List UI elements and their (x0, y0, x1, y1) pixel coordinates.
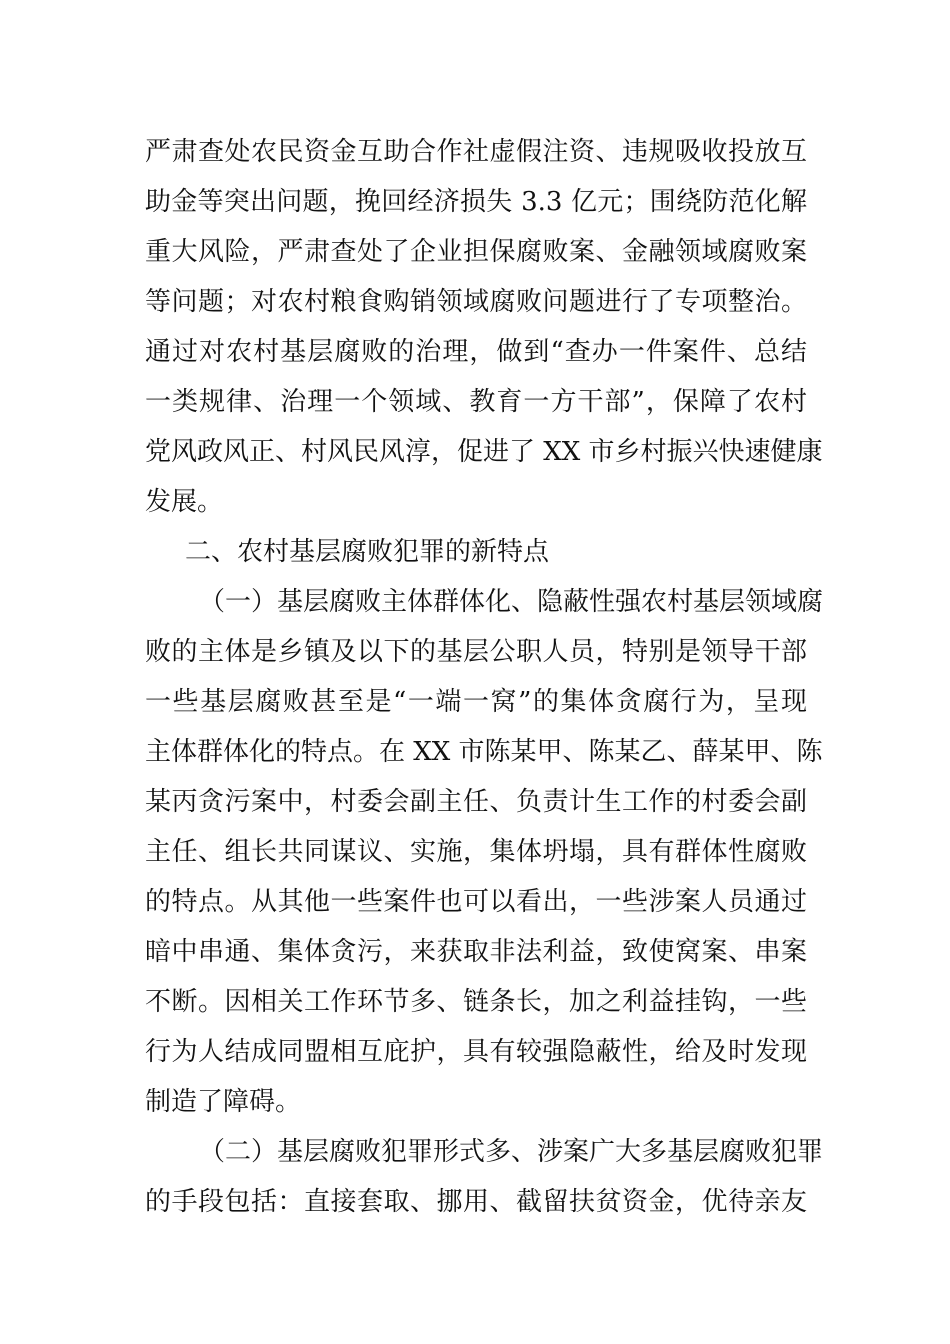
text-line: 发展。 (145, 487, 224, 517)
text-line: 通过对农村基层腐败的治理，做到“查办一件案件、总结 (145, 337, 807, 367)
text-line: 二、农村基层腐败犯罪的新特点 (185, 537, 550, 567)
text-line: 制造了障碍。 (145, 1087, 302, 1117)
text-line: 一类规律、治理一个领域、教育一方干部”，保障了农村 (145, 387, 807, 417)
text-line: 不断。因相关工作环节多、链条长，加之利益挂钩，一些 (145, 987, 807, 1017)
paragraph (145, 1127, 824, 1227)
document-page (145, 127, 824, 1227)
text-line: 败的主体是乡镇及以下的基层公职人员，特别是领导干部 (145, 637, 807, 667)
text-line: 的手段包括：直接套取、挪用、截留扶贫资金，优待亲友 (145, 1187, 807, 1217)
text-line: 一些基层腐败甚至是“一端一窝”的集体贪腐行为，呈现 (145, 687, 807, 717)
text-line: 助金等突出问题，挽回经济损失 3.3 亿元；围绕防范化解 (145, 187, 807, 217)
text-line: 主体群体化的特点。在 XX 市陈某甲、陈某乙、薛某甲、陈 (145, 737, 823, 767)
text-line: 行为人结成同盟相互庇护，具有较强隐蔽性，给及时发现 (145, 1037, 807, 1067)
text-line: 某丙贪污案中，村委会副主任、负责计生工作的村委会副 (145, 787, 807, 817)
text-line: 党风政风正、村风民风淳，促进了 XX 市乡村振兴快速健康 (145, 437, 823, 467)
text-line: 暗中串通、集体贪污，来获取非法利益，致使窝案、串案 (145, 937, 807, 967)
text-line: （二）基层腐败犯罪形式多、涉案广大多基层腐败犯罪 (199, 1137, 824, 1167)
paragraph (145, 577, 824, 1127)
paragraph (145, 127, 823, 527)
text-line: 等问题；对农村粮食购销领域腐败问题进行了专项整治。 (145, 287, 807, 317)
text-line: （一）基层腐败主体群体化、隐蔽性强农村基层领域腐 (199, 587, 824, 617)
text-line: 严肃查处农民资金互助合作社虚假注资、违规吸收投放互 (145, 137, 807, 167)
text-line: 主任、组长共同谋议、实施，集体坍塌，具有群体性腐败 (145, 837, 807, 867)
text-line: 的特点。从其他一些案件也可以看出，一些涉案人员通过 (145, 887, 807, 917)
text-line: 重大风险，严肃查处了企业担保腐败案、金融领域腐败案 (145, 237, 807, 267)
section-heading (145, 527, 807, 577)
